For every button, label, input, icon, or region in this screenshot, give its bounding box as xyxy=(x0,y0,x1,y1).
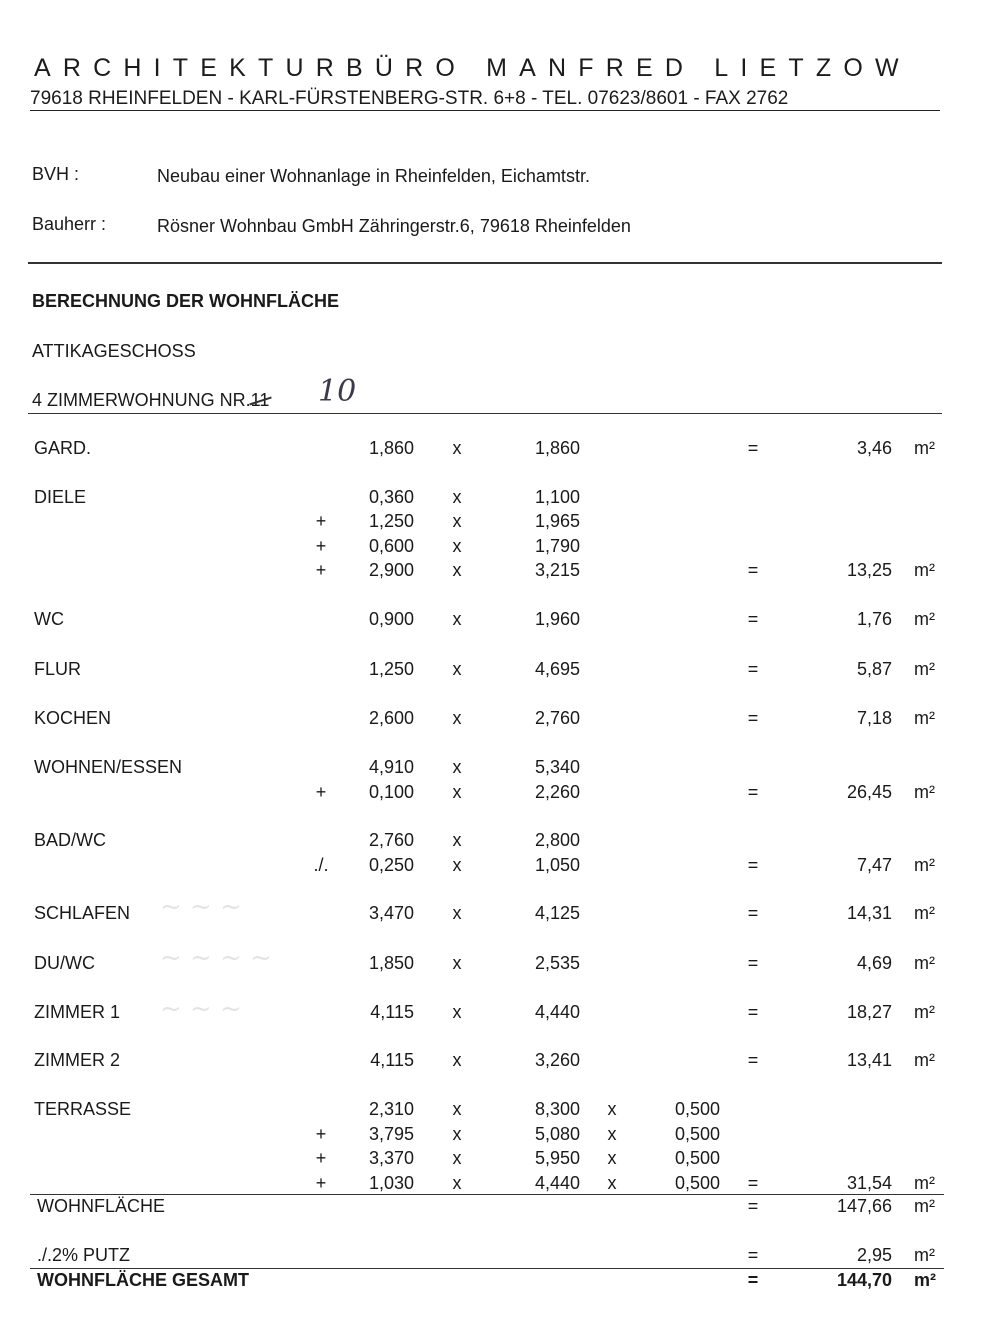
row-factor-a: 2,310 xyxy=(368,1099,414,1119)
wohnflaeche-label: WOHNFLÄCHE xyxy=(37,1196,166,1216)
row-equals: = xyxy=(747,1173,759,1193)
row-name: WOHNEN/ESSEN xyxy=(34,757,183,777)
wohnflaeche-value: 147,66 xyxy=(836,1196,892,1216)
row-factor-b: 1,100 xyxy=(534,487,580,507)
row-unit: m² xyxy=(914,609,935,629)
row-equals: = xyxy=(747,903,759,923)
gesamt-value: 144,70 xyxy=(836,1270,892,1290)
table-row xyxy=(0,855,988,879)
row-equals: = xyxy=(747,1050,759,1070)
row-factor-b: 2,800 xyxy=(534,830,580,850)
row-factor-a: 0,250 xyxy=(368,855,414,875)
table-row xyxy=(0,782,988,806)
row-times: x xyxy=(452,487,462,507)
unit-prefix: 4 ZIMMERWOHNUNG NR. xyxy=(32,390,251,410)
divider-header xyxy=(28,262,942,264)
row-factor-b: 4,695 xyxy=(534,659,580,679)
row-operator: ./. xyxy=(313,855,329,875)
row-factor-a: 1,850 xyxy=(368,953,414,973)
faint-pencil-mark: ~ ~ ~ xyxy=(160,892,242,922)
floor-label: ATTIKAGESCHOSS xyxy=(32,341,196,361)
unit-title xyxy=(32,390,269,411)
row-factor-a: 0,100 xyxy=(368,782,414,802)
firm-name: ARCHITEKTURBÜRO MANFRED LIETZOW xyxy=(34,54,911,82)
bvh-value: Neubau einer Wohnanlage in Rheinfelden, Eichamtstr. xyxy=(157,166,590,186)
row-operator: + xyxy=(315,782,327,802)
putz-value: 2,95 xyxy=(856,1245,892,1265)
putz-unit: m² xyxy=(914,1245,935,1265)
row-factor-a: 4,115 xyxy=(370,1050,414,1070)
row-equals: = xyxy=(747,659,759,679)
gesamt-unit: m² xyxy=(914,1270,936,1290)
bauherr-label: Bauherr : xyxy=(32,214,107,234)
row-times: x xyxy=(452,1099,462,1119)
wohnflaeche-eq: = xyxy=(747,1196,759,1216)
row-name: DIELE xyxy=(34,487,87,507)
putz-eq: = xyxy=(747,1245,759,1265)
row-unit: m² xyxy=(914,953,935,973)
row-name: ZIMMER 2 xyxy=(34,1050,121,1070)
row-times: x xyxy=(452,1002,462,1022)
row-factor-b: 1,860 xyxy=(534,438,580,458)
firm-address: 79618 RHEINFELDEN - KARL-FÜRSTENBERG-STR. 6+8 - TEL. 07623/8601 - FAX 2762 xyxy=(30,88,940,111)
row-factor-a: 3,795 xyxy=(368,1124,414,1144)
row-factor-a: 0,360 xyxy=(368,487,414,507)
row-name: DU/WC xyxy=(34,953,95,973)
row-result: 1,76 xyxy=(856,609,892,629)
row-name: KOCHEN xyxy=(34,708,112,728)
row-operator: + xyxy=(315,1173,327,1193)
row-times: x xyxy=(452,830,462,850)
row-times: x xyxy=(452,560,462,580)
row-times: x xyxy=(452,953,462,973)
row-times: x xyxy=(452,511,462,531)
row-times: x xyxy=(452,757,462,777)
gesamt-label: WOHNFLÄCHE GESAMT xyxy=(37,1270,249,1290)
divider-totals xyxy=(30,1194,944,1195)
table-row xyxy=(0,487,988,511)
row-times: x xyxy=(607,1148,617,1168)
row-factor-a: 3,370 xyxy=(368,1148,414,1168)
row-factor-b: 1,050 xyxy=(534,855,580,875)
table-row xyxy=(0,659,988,683)
row-unit: m² xyxy=(914,560,935,580)
table-row xyxy=(0,1124,988,1148)
row-result: 4,69 xyxy=(856,953,892,973)
row-factor-b: 5,340 xyxy=(534,757,580,777)
row-factor-a: 1,250 xyxy=(368,659,414,679)
row-factor-b: 2,260 xyxy=(534,782,580,802)
row-factor-b: 3,215 xyxy=(534,560,580,580)
row-result: 7,47 xyxy=(856,855,892,875)
putz-row xyxy=(0,1245,988,1269)
row-times: x xyxy=(452,782,462,802)
row-result: 31,54 xyxy=(846,1173,892,1193)
row-unit: m² xyxy=(914,659,935,679)
row-name: GARD. xyxy=(34,438,92,458)
row-times: x xyxy=(452,1050,462,1070)
row-times: x xyxy=(452,708,462,728)
row-name: WC xyxy=(34,609,64,629)
putz-label: ./.2% PUTZ xyxy=(37,1245,131,1265)
row-factor-b: 2,535 xyxy=(534,953,580,973)
row-unit: m² xyxy=(914,855,935,875)
row-result: 18,27 xyxy=(846,1002,892,1022)
row-factor-a: 2,600 xyxy=(368,708,414,728)
gesamt-eq: = xyxy=(747,1270,759,1290)
row-operator: + xyxy=(315,560,327,580)
row-name: SCHLAFEN xyxy=(34,903,131,923)
row-factor-c: 0,500 xyxy=(674,1099,720,1119)
row-unit: m² xyxy=(914,1173,935,1193)
bauherr-value: Rösner Wohnbau GmbH Zähringerstr.6, 79618 Rheinfelden xyxy=(157,216,631,236)
row-unit: m² xyxy=(914,782,935,802)
row-factor-b: 2,760 xyxy=(534,708,580,728)
row-factor-a: 2,760 xyxy=(368,830,414,850)
row-factor-b: 4,440 xyxy=(534,1173,580,1193)
faint-pencil-mark: ~ ~ ~ ~ xyxy=(160,943,272,973)
row-times: x xyxy=(452,1124,462,1144)
table-row xyxy=(0,830,988,854)
unit-number-struck: 11 xyxy=(250,390,270,410)
row-factor-b: 8,300 xyxy=(534,1099,580,1119)
row-times: x xyxy=(452,903,462,923)
bvh-label: BVH : xyxy=(32,164,80,184)
row-factor-a: 2,900 xyxy=(368,560,414,580)
row-factor-a: 4,115 xyxy=(370,1002,414,1022)
row-equals: = xyxy=(747,708,759,728)
row-name: ZIMMER 1 xyxy=(34,1002,121,1022)
row-times: x xyxy=(607,1099,617,1119)
row-factor-b: 5,950 xyxy=(534,1148,580,1168)
row-times: x xyxy=(607,1173,617,1193)
row-equals: = xyxy=(747,609,759,629)
row-operator: + xyxy=(315,1148,327,1168)
row-result: 5,87 xyxy=(856,659,892,679)
row-factor-a: 3,470 xyxy=(368,903,414,923)
row-factor-b: 5,080 xyxy=(534,1124,580,1144)
table-row xyxy=(0,708,988,732)
row-times: x xyxy=(452,609,462,629)
unit-number-handwritten: 10 xyxy=(318,374,357,409)
table-row xyxy=(0,511,988,535)
row-equals: = xyxy=(747,953,759,973)
divider-unit xyxy=(28,413,942,414)
row-name: TERRASSE xyxy=(34,1099,132,1119)
row-result: 14,31 xyxy=(846,903,892,923)
row-factor-c: 0,500 xyxy=(674,1124,720,1144)
table-row xyxy=(0,903,988,927)
row-factor-b: 3,260 xyxy=(534,1050,580,1070)
row-name: BAD/WC xyxy=(34,830,106,850)
row-result: 7,18 xyxy=(856,708,892,728)
table-row xyxy=(0,1148,988,1172)
row-factor-b: 4,440 xyxy=(534,1002,580,1022)
gesamt-row xyxy=(0,1270,988,1294)
row-unit: m² xyxy=(914,438,935,458)
row-result: 26,45 xyxy=(846,782,892,802)
row-factor-b: 1,790 xyxy=(534,536,580,556)
row-name: FLUR xyxy=(34,659,82,679)
row-factor-a: 4,910 xyxy=(368,757,414,777)
table-row xyxy=(0,757,988,781)
row-factor-c: 0,500 xyxy=(674,1173,720,1193)
row-factor-a: 1,250 xyxy=(368,511,414,531)
row-equals: = xyxy=(747,438,759,458)
wohnflaeche-row xyxy=(0,1196,988,1220)
row-factor-b: 4,125 xyxy=(534,903,580,923)
table-row xyxy=(0,1050,988,1074)
row-factor-a: 0,900 xyxy=(368,609,414,629)
table-row xyxy=(0,560,988,584)
row-equals: = xyxy=(747,855,759,875)
divider-gesamt xyxy=(30,1268,944,1269)
faint-pencil-mark: ~ ~ ~ xyxy=(160,994,242,1024)
row-unit: m² xyxy=(914,708,935,728)
wohnflaeche-unit: m² xyxy=(914,1196,935,1216)
row-factor-a: 1,030 xyxy=(368,1173,414,1193)
row-times: x xyxy=(452,536,462,556)
table-row xyxy=(0,953,988,977)
table-row xyxy=(0,1099,988,1123)
row-unit: m² xyxy=(914,1050,935,1070)
row-times: x xyxy=(452,1148,462,1168)
table-row xyxy=(0,609,988,633)
row-factor-b: 1,960 xyxy=(534,609,580,629)
row-result: 13,25 xyxy=(846,560,892,580)
section-title: BERECHNUNG DER WOHNFLÄCHE xyxy=(32,291,339,311)
row-equals: = xyxy=(747,1002,759,1022)
row-result: 13,41 xyxy=(846,1050,892,1070)
row-unit: m² xyxy=(914,1002,935,1022)
row-equals: = xyxy=(747,560,759,580)
row-times: x xyxy=(452,855,462,875)
row-factor-c: 0,500 xyxy=(674,1148,720,1168)
row-operator: + xyxy=(315,1124,327,1144)
row-times: x xyxy=(452,438,462,458)
table-row xyxy=(0,536,988,560)
row-times: x xyxy=(452,1173,462,1193)
row-unit: m² xyxy=(914,903,935,923)
row-equals: = xyxy=(747,782,759,802)
table-row xyxy=(0,1002,988,1026)
row-times: x xyxy=(452,659,462,679)
row-times: x xyxy=(607,1124,617,1144)
row-operator: + xyxy=(315,511,327,531)
table-row xyxy=(0,438,988,462)
row-factor-a: 1,860 xyxy=(368,438,414,458)
row-factor-b: 1,965 xyxy=(534,511,580,531)
row-result: 3,46 xyxy=(856,438,892,458)
row-factor-a: 0,600 xyxy=(368,536,414,556)
row-operator: + xyxy=(315,536,327,556)
